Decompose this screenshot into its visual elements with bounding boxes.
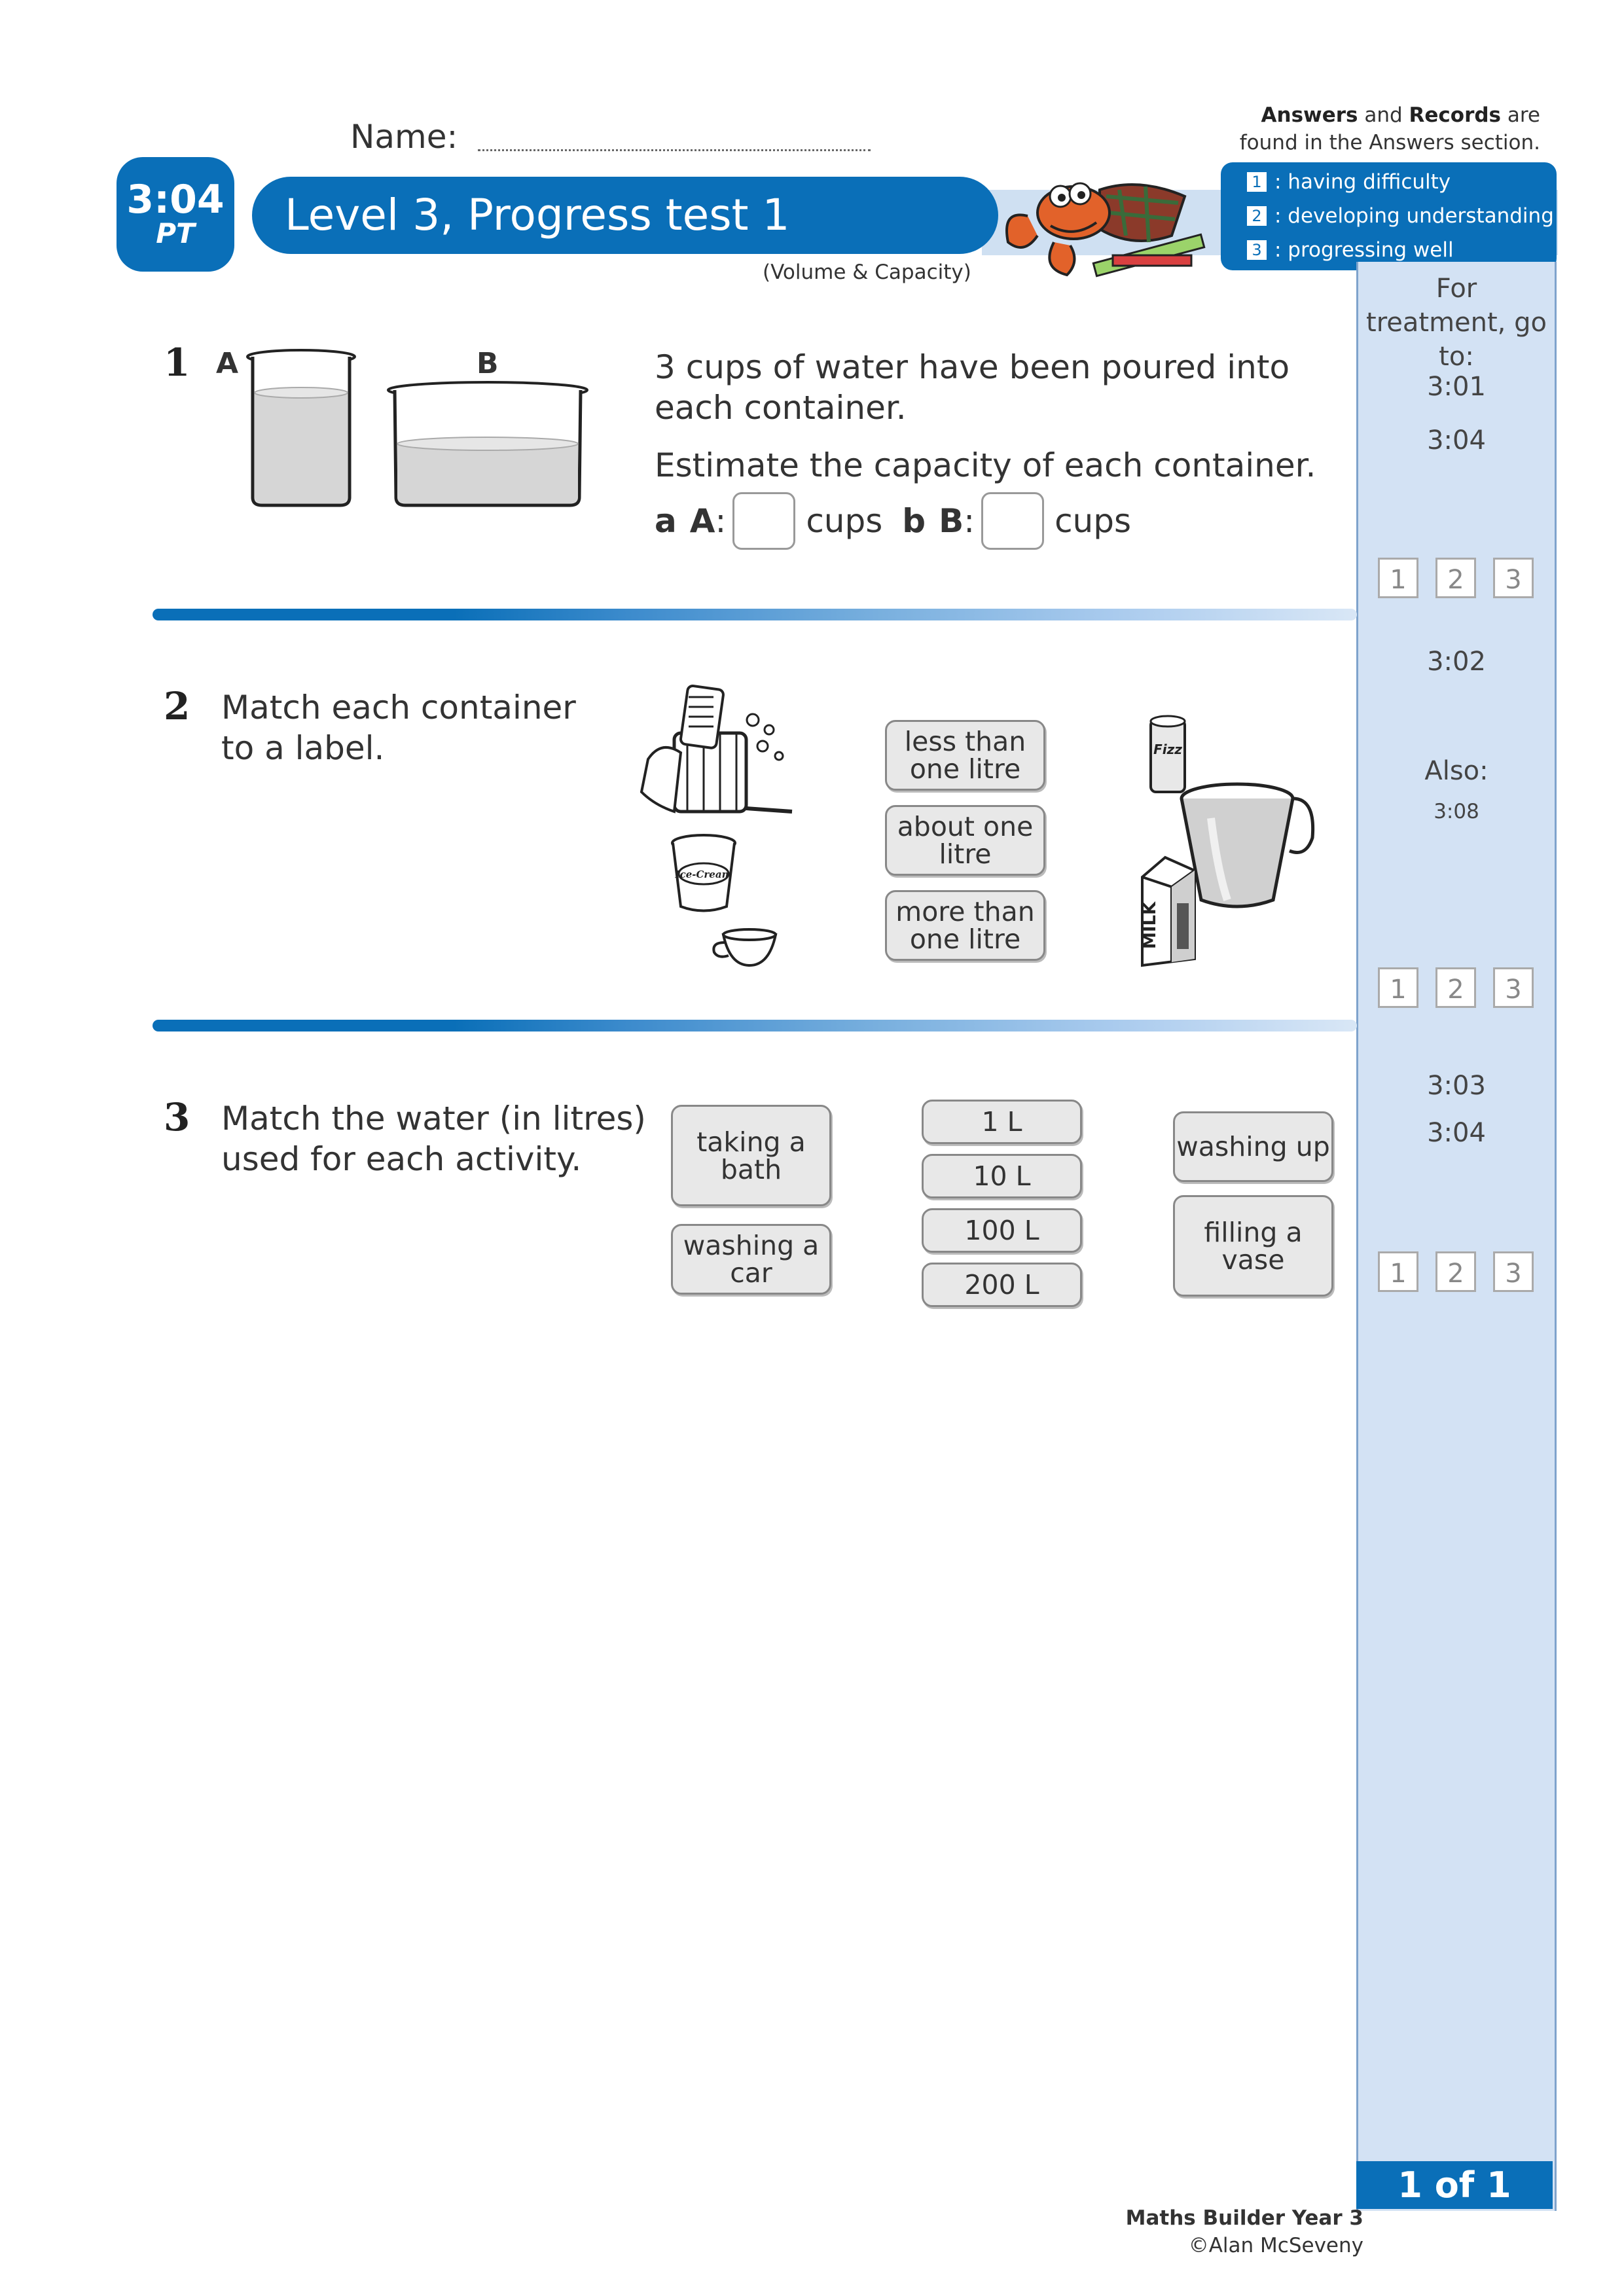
legend-num: 2: [1247, 206, 1267, 226]
q3-ref-2: 3:04: [1427, 1118, 1486, 1148]
q1-score-boxes: [1378, 558, 1551, 598]
legend-num: 3: [1247, 240, 1267, 260]
milk-label: MILK: [1140, 901, 1160, 949]
legend-label: : progressing well: [1274, 238, 1454, 262]
q1-text-1: 3 cups of water have been poured into each container.: [655, 348, 1290, 427]
q1-answer-a-input[interactable]: [732, 492, 795, 550]
container-b-icon: [383, 380, 592, 511]
q1-part-a-label: A: [689, 502, 715, 540]
q3-text: Match the water (in litres) used for each activity.: [221, 1100, 646, 1178]
q2-label-about[interactable]: about one litre: [885, 805, 1045, 876]
footer-book: Maths Builder Year 3: [1125, 2206, 1363, 2230]
footer-author: ©Alan McSeveny: [1188, 2234, 1363, 2257]
name-field[interactable]: [478, 149, 871, 151]
score-box-2[interactable]: 2: [1435, 1251, 1476, 1292]
legend-item-3: [1247, 237, 1454, 263]
ice-cream-label: Ice-Cream: [675, 869, 732, 880]
q1-label-b: B: [477, 347, 499, 380]
q1-unit-a: cups: [806, 502, 883, 540]
q1-answer-b-input[interactable]: [981, 492, 1044, 550]
score-box-1[interactable]: 1: [1378, 1251, 1418, 1292]
q3-amount-100[interactable]: 100 L: [922, 1208, 1082, 1253]
q2-label-more[interactable]: more than one litre: [885, 890, 1045, 961]
q1-number: 1: [164, 340, 190, 385]
legend-item-1: [1247, 169, 1451, 195]
q3-activity-washing-up[interactable]: washing up: [1173, 1111, 1333, 1182]
beaker-a-icon: [242, 347, 360, 511]
legend-item-2: [1247, 203, 1554, 229]
score-box-2[interactable]: 2: [1435, 558, 1476, 598]
ice-cream-tub-icon: [668, 831, 740, 916]
page-subtitle: (Volume & Capacity): [763, 260, 971, 284]
mascot-lobster-icon: [988, 151, 1224, 281]
answers-word: Answers: [1261, 103, 1358, 127]
answers-note-line2: found in the Answers section.: [1239, 131, 1540, 154]
q2-text: Match each container to a label.: [221, 689, 576, 767]
score-box-2[interactable]: 2: [1435, 967, 1476, 1008]
score-box-3[interactable]: 3: [1493, 967, 1534, 1008]
q3-amount-1[interactable]: 1 L: [922, 1100, 1082, 1144]
q3-activity-bath[interactable]: taking a bath: [671, 1105, 831, 1206]
q2-number: 2: [164, 684, 190, 728]
washing-tub-icon: [615, 681, 799, 831]
milk-carton-icon: [1126, 851, 1211, 969]
score-box-3[interactable]: 3: [1493, 558, 1534, 598]
also-ref: 3:08: [1434, 800, 1479, 823]
q1-part-b: b: [902, 502, 926, 540]
q3-ref-1: 3:03: [1427, 1071, 1486, 1101]
progress-legend: [1221, 162, 1557, 270]
q3-number: 3: [164, 1095, 190, 1139]
teacup-icon: [710, 923, 789, 972]
test-code-badge: [117, 157, 234, 272]
q1-ref-1: 3:01: [1427, 372, 1486, 402]
page-title: Level 3, Progress test 1: [285, 190, 790, 240]
legend-num: 1: [1247, 172, 1267, 192]
q1-part-b-label: B: [939, 502, 964, 540]
treatment-sidebar: [1356, 262, 1557, 2211]
footer: [1126, 2204, 1363, 2259]
section-divider-2: [153, 1020, 1357, 1031]
name-label: Name:: [350, 118, 458, 156]
badge-code: 3:04: [126, 177, 225, 223]
section-divider-1: [153, 609, 1357, 620]
q2-label-less[interactable]: less than one litre: [885, 720, 1045, 791]
q1-answer-row: a A : cups b B : cups: [655, 492, 1131, 550]
q2-score-boxes: [1378, 967, 1551, 1008]
records-word: Records: [1409, 103, 1501, 127]
q3-amount-10[interactable]: 10 L: [922, 1154, 1082, 1198]
score-box-1[interactable]: 1: [1378, 558, 1418, 598]
q3-activity-car[interactable]: washing a car: [671, 1224, 831, 1295]
q1-unit-b: cups: [1055, 502, 1132, 540]
score-box-3[interactable]: 3: [1493, 1251, 1534, 1292]
title-bar: [252, 177, 998, 254]
answers-and: and: [1358, 103, 1409, 127]
answers-are: are: [1501, 103, 1540, 127]
legend-label: : having difficulty: [1274, 170, 1451, 194]
q1-ref-2: 3:04: [1427, 425, 1486, 456]
page-indicator: 1 of 1: [1356, 2161, 1553, 2209]
score-box-1[interactable]: 1: [1378, 967, 1418, 1008]
q3-amount-200[interactable]: 200 L: [922, 1263, 1082, 1307]
legend-label: : developing understanding: [1274, 204, 1554, 228]
also-label: Also:: [1424, 756, 1489, 786]
fizz-label: Fizz: [1153, 742, 1182, 757]
badge-sub: PT: [156, 217, 195, 249]
q1-label-a: A: [216, 347, 239, 380]
q3-score-boxes: [1378, 1251, 1551, 1292]
q1-part-a: a: [655, 502, 677, 540]
q1-text-2: Estimate the capacity of each container.: [655, 446, 1316, 484]
q2-ref: 3:02: [1427, 647, 1486, 677]
answers-note: [1240, 101, 1540, 156]
q3-activity-vase[interactable]: filling a vase: [1173, 1195, 1333, 1297]
treatment-heading: For treatment, go to:: [1366, 274, 1547, 372]
